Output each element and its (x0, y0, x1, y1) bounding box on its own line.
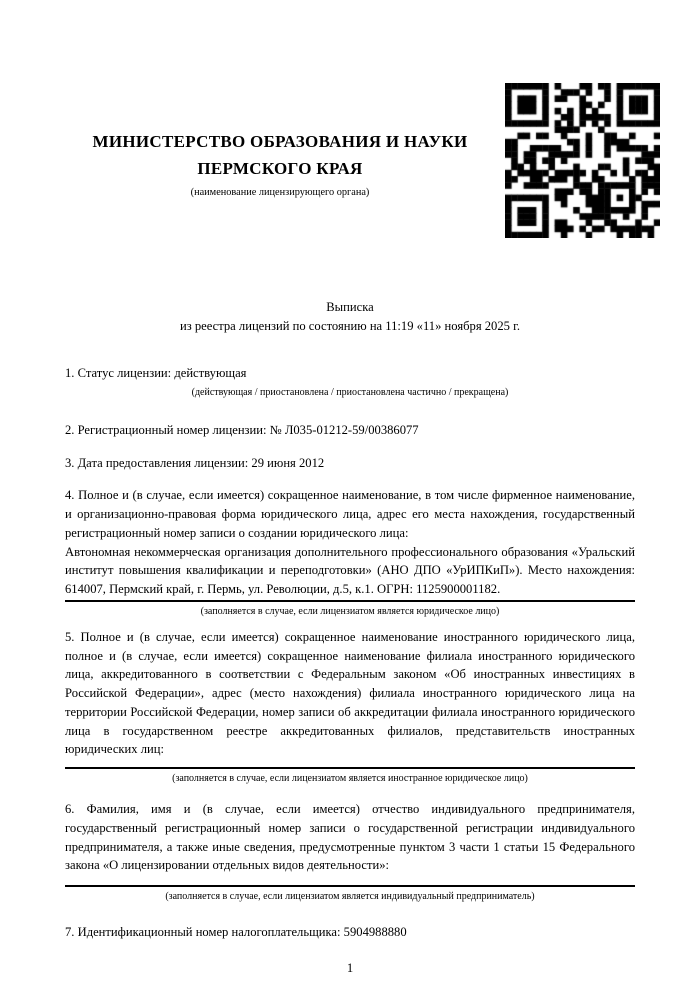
document-body (65, 298, 635, 976)
legal-entity-fill-line (65, 600, 635, 602)
license-grant-date-text: 3. Дата предоставления лицензии: 29 июня 2012 (65, 455, 325, 470)
licensing-authority-caption: (наименование лицензирующего органа) (190, 187, 370, 198)
license-grant-date-item (65, 454, 635, 473)
document-title (65, 298, 635, 336)
registration-number-item (65, 421, 635, 440)
legal-entity-value: Автономная некоммерческая организация дополнительного профессионального образования «Уральский институт повышения квалификации и переподготовки» (АНО ДПО «УрИПКиП»). Место нахождения: 614007, Пермский край, г. Пермь, ул. Революции, д.5, к.1. ОГРН: 1125900001182. (65, 544, 635, 596)
individual-entrepreneur-caption: (заполняется в случае, если лицензиатом является индивидуальный предприниматель) (165, 891, 535, 902)
legal-entity-caption: (заполняется в случае, если лицензиатом является юридическое лицо) (200, 605, 500, 617)
legal-entity-item (65, 486, 635, 618)
license-status-item (65, 364, 635, 399)
document-title-line1: Выписка (326, 300, 374, 314)
taxpayer-id-text: 7. Идентификационный номер налогоплательщика: 5904988880 (65, 925, 407, 939)
taxpayer-id-item (65, 923, 635, 942)
legal-entity-question: 4. Полное и (в случае, если имеется) сокращенное наименование, в том числе фирменное наименование, и организационно-правовая форма юридического лица, адрес его места нахождения, государственный регистрационный номер записи о создании юридического лица: (65, 488, 635, 540)
foreign-entity-fill-line (65, 767, 635, 769)
individual-entrepreneur-question: 6. Фамилия, имя и (в случае, если имеется) отчество индивидуального предпринимателя, государственный регистрационный номер записи о государственной регистрации индивидуального предпринимателя, а также иные сведения, предусмотренные пунктом 3 части 1 статьи 15 Федерального закона «О лицензировании отдельных видов деятельности»: (65, 802, 635, 873)
ministry-name-line2: ПЕРМСКОГО КРАЯ (197, 159, 363, 178)
individual-entrepreneur-fill-line (65, 885, 635, 887)
qr-code-icon (505, 83, 660, 238)
license-status-options-caption: (действующая / приостановлена / приостановлена частично / прекращена) (191, 386, 509, 398)
foreign-entity-question: 5. Полное и (в случае, если имеется) сокращенное наименование иностранного юридического лица, полное и (в случае, если имеется) сокращенное наименование филиала иностранного юридического лица, аккредитованного в соответствии с Федеральным законом «Об иностранных инвестициях в Российской Федерации», адрес (место нахождения) филиала иностранного юридического лица на территории Российской Федерации, номер записи об аккредитации филиала иностранного юридического лица в государственном реестре аккредитованных филиалов, представительств иностранных юридических лиц: (65, 629, 635, 757)
foreign-entity-item (65, 628, 635, 785)
license-status-text: 1. Статус лицензии: действующая (65, 366, 247, 380)
page-number: 1 (346, 960, 354, 975)
individual-entrepreneur-item (65, 800, 635, 903)
foreign-entity-caption: (заполняется в случае, если лицензиатом является иностранное юридическое лицо) (172, 773, 528, 784)
document-title-line2: из реестра лицензий по состоянию на 11:19 «11» ноября 2025 г. (179, 319, 520, 333)
ministry-name-line1: МИНИСТЕРСТВО ОБРАЗОВАНИЯ И НАУКИ (92, 132, 468, 151)
licensing-authority-header (35, 128, 525, 199)
registration-number-text: 2. Регистрационный номер лицензии: № Л035-01212-59/00386077 (65, 422, 419, 437)
